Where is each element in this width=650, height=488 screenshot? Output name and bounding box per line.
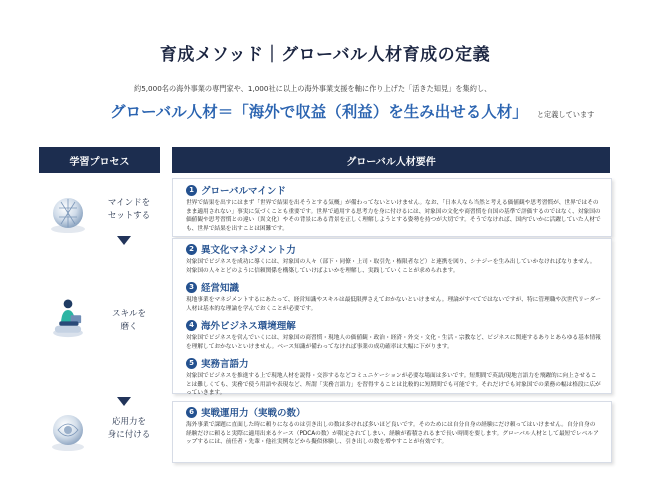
requirement-item-3 (186, 280, 601, 313)
person-laptop-icon (47, 296, 89, 338)
mind-orb-icon (47, 193, 89, 235)
requirement-title: 実務言語力 (201, 359, 249, 370)
requirement-title: 実戦運用力（実戦の数） (201, 408, 306, 419)
page-title: 育成メソッド｜グローバル人材育成の定義 (159, 45, 491, 65)
number-badge: 3 (186, 282, 197, 293)
process-label-skill: スキルを 磨く (112, 309, 146, 332)
learning-process-header: 学習プロセス (39, 147, 160, 173)
process-step-apply (39, 410, 160, 470)
number-badge: 1 (186, 185, 197, 196)
process-step-skill (39, 292, 160, 352)
requirement-body: 対象国でビジネスを営んでいくには、対象国の商習慣・現地人の価値観・政治・経済・外交・文化・生活・宗教など、ビジネスに関連するありとあらゆる基本情報を理解しておかないといけません。ベース知識が備わってなければ事業の成功確率は大幅に下がります。 (186, 335, 601, 350)
number-badge: 5 (186, 358, 197, 369)
requirements-header: グローバル人材要件 (172, 147, 610, 173)
requirement-item-5 (186, 356, 601, 398)
requirement-title: 経営知識 (201, 283, 240, 294)
definition-headline: グローバル人材＝「海外で収益（利益）を生み出せる人材」 (110, 103, 528, 121)
definition-row (110, 100, 594, 122)
requirement-item-2 (186, 242, 601, 275)
requirement-item-4 (186, 318, 601, 351)
requirement-body: 海外事業で課題に直面した時に頼りになるのは引き出しの数は多ければ多いほど良いです。そのためには自分自身の経験にだけ頼ってはいけません。自分自身の経験だけに頼ると実際に適用出来るケース（PDCAの数）が限定されてしまい、経験が蓄積されるまで長い時間を要します。グローバル人材として最短でレベルアップするには、前任者・先輩・他社実例などから擬似体験し、引き出しの数を増やすことが有効です。 (186, 422, 599, 446)
number-badge: 2 (186, 244, 197, 255)
requirement-body: 対象国でビジネスを成功に導くには、対象国の人々（部下・同僚・上司・取引先・権限者など）と連携を図り、シナジーを生み出していかなければなりません。対象国の人々とどのように信頼関係を構築していけばよいかを理解し、実践していくことが求められます。 (186, 259, 596, 274)
requirement-body: 世界で結果を出すにはまず「世界で結果を出そうとする気概」が備わってないといけません。なお、「日本人なら当然と考える価値観や思考習慣が、世界ではそのまま適用されない」事実に気づくことも重要です。世界で通用する思考力を身に付けるには、対象国の文化や商習慣を自国の基準で評価するのではなく、対象国の価値観や思考習慣との違い（異文化）やその背景にある背景を正しく理解しようとする姿勢を持つが大切です。そうでなければ、国内でいかに活躍していた人材でも、世界で結果を出すことは困難です。 (186, 200, 601, 232)
apply-orb-icon (47, 410, 89, 452)
process-label-mind: マインドを セットする (107, 198, 151, 221)
process-step-mind (39, 185, 160, 245)
requirement-title: 異文化マネジメント力 (201, 245, 296, 256)
requirement-title: 海外ビジネス環境理解 (201, 321, 296, 332)
process-label-apply: 応用力を 身に付ける (107, 417, 151, 440)
requirement-body: 対象国でビジネスを推進する上で現地人材を説得・交渉するなどコミュニケーションが必要な場面は多いです。短期間で英語/現地言語力を飛躍的に向上させることは難しくても、実務で使う用語や表現など、所謂「実務言語力」を習得することは比較的に短期間でも可能です。それだけでも対象国での業務の幅は格段に広がっていきます。 (186, 373, 601, 397)
requirement-title: グローバルマインド (201, 186, 286, 197)
number-badge: 4 (186, 320, 197, 331)
requirement-item-6 (186, 405, 601, 447)
requirement-item-1 (186, 183, 601, 233)
number-badge: 6 (186, 407, 197, 418)
definition-suffix: と定義しています (536, 110, 595, 119)
requirement-body: 現地事業をマネジメントするにあたって、経営知識やスキルは最低限押さえておかないといけません。理論がすべてではないですが、特に管理職や次世代リーダー人材は基本的な理論を学んでおくことが必要です。 (186, 297, 601, 312)
down-arrow-icon (117, 236, 131, 245)
down-arrow-icon (117, 397, 131, 406)
intro-text: 約5,000名の海外事業の専門家や、1,000社に以上の海外事業支援を軸に作り上げた「活きた知見」を集約し、 (134, 84, 492, 93)
